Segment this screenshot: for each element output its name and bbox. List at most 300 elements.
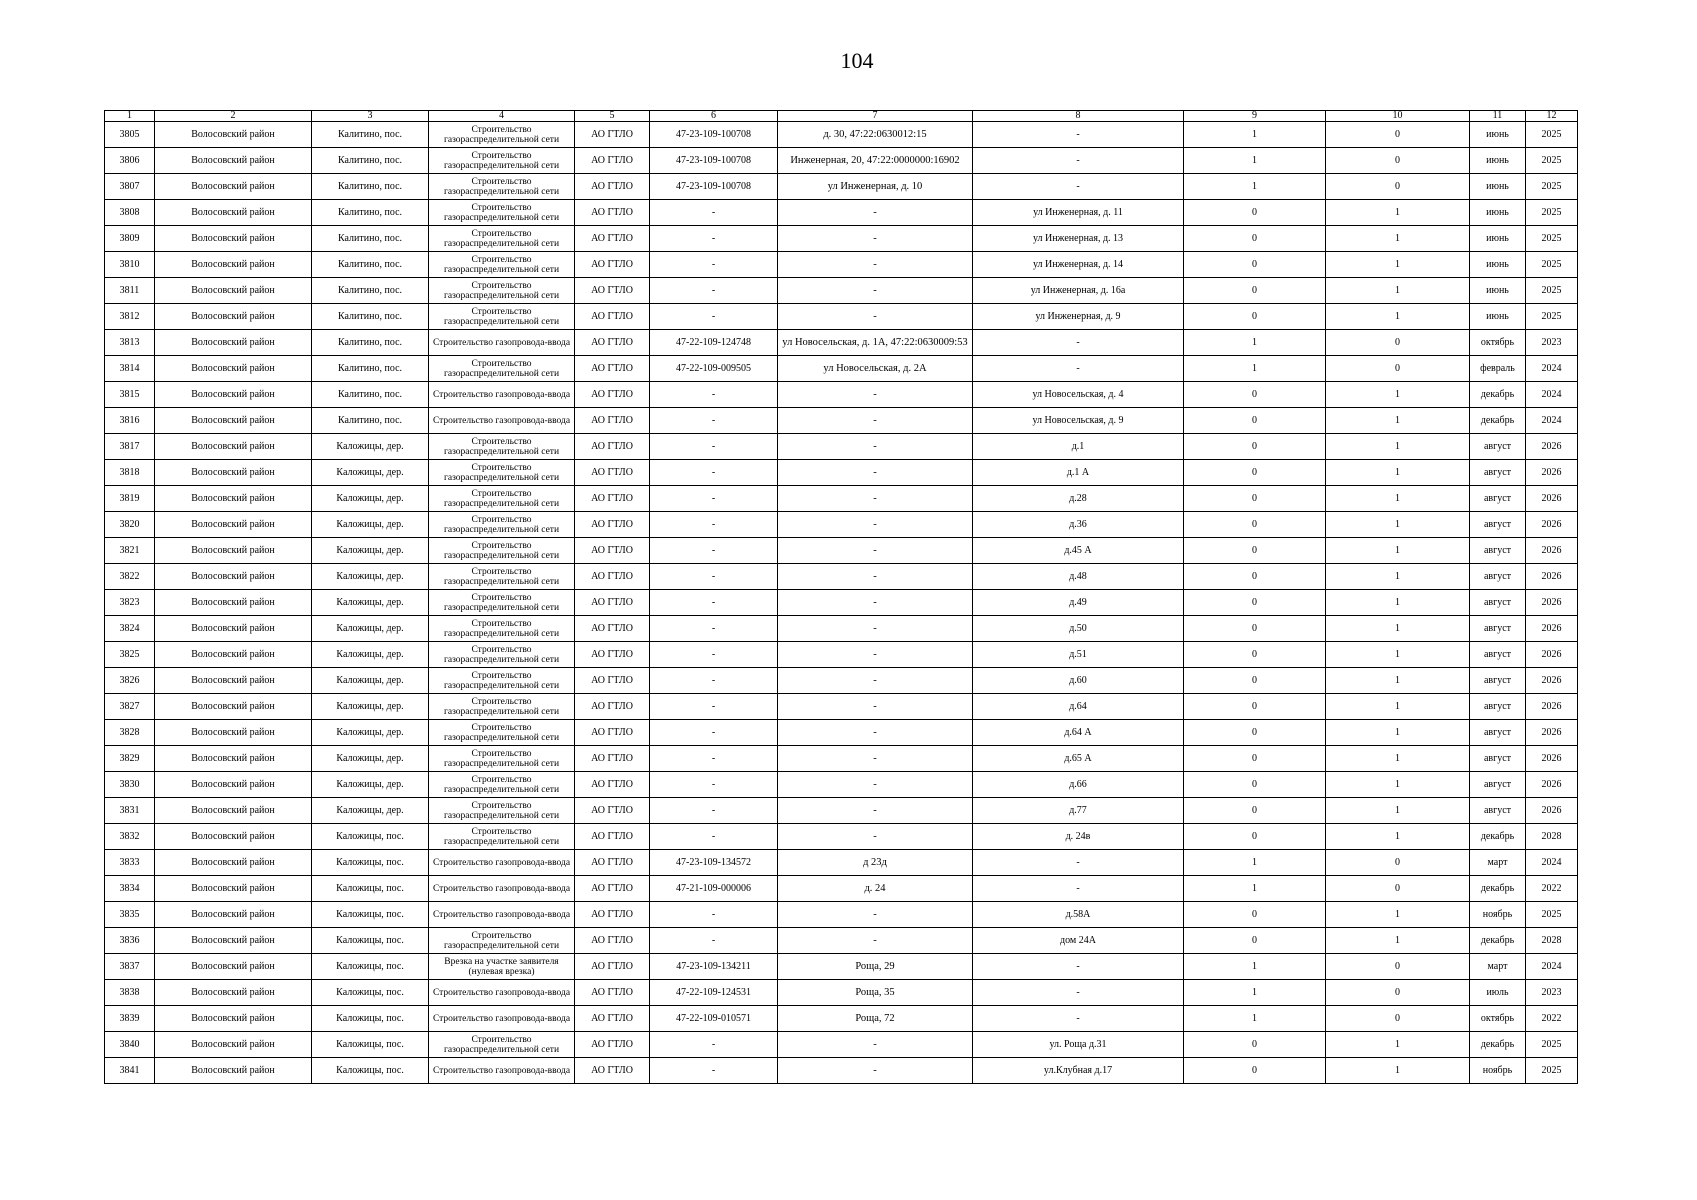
row-number-cell: 3806 [105, 148, 155, 174]
address-cell: - [778, 564, 973, 590]
planned-address-cell: ул Инженерная, д. 9 [973, 304, 1184, 330]
month-cell: август [1470, 694, 1526, 720]
planned-address-cell: - [973, 1006, 1184, 1032]
col10-cell: 1 [1326, 772, 1470, 798]
year-cell: 2024 [1526, 356, 1578, 382]
row-number-cell: 3819 [105, 486, 155, 512]
contract-number-cell: - [650, 902, 778, 928]
contract-number-cell: 47-22-109-009505 [650, 356, 778, 382]
contract-number-cell: - [650, 538, 778, 564]
table-row [105, 850, 1578, 876]
planned-address-cell: дом 24А [973, 928, 1184, 954]
col9-cell: 0 [1184, 642, 1326, 668]
work-type-cell: Строительство газораспределительной сети [429, 278, 575, 304]
col10-cell: 0 [1326, 876, 1470, 902]
settlement-cell: Каложицы, дер. [312, 642, 429, 668]
month-cell: декабрь [1470, 408, 1526, 434]
district-cell: Волосовский район [155, 122, 312, 148]
table-row [105, 564, 1578, 590]
address-cell: Роща, 29 [778, 954, 973, 980]
district-cell: Волосовский район [155, 356, 312, 382]
row-number-cell: 3805 [105, 122, 155, 148]
contract-number-cell: - [650, 434, 778, 460]
address-cell: - [778, 538, 973, 564]
col9-cell: 0 [1184, 1032, 1326, 1058]
district-cell: Волосовский район [155, 226, 312, 252]
work-type-cell: Строительство газораспределительной сети [429, 642, 575, 668]
settlement-cell: Каложицы, дер. [312, 746, 429, 772]
year-cell: 2023 [1526, 330, 1578, 356]
col10-cell: 0 [1326, 174, 1470, 200]
contract-number-cell: - [650, 382, 778, 408]
address-cell: - [778, 408, 973, 434]
month-cell: декабрь [1470, 928, 1526, 954]
month-cell: август [1470, 746, 1526, 772]
col10-cell: 1 [1326, 226, 1470, 252]
year-cell: 2025 [1526, 304, 1578, 330]
contract-number-cell: - [650, 798, 778, 824]
table-row [105, 148, 1578, 174]
column-number: 9 [1184, 111, 1326, 122]
organization-cell: АО ГТЛО [575, 902, 650, 928]
year-cell: 2026 [1526, 694, 1578, 720]
address-cell: - [778, 746, 973, 772]
organization-cell: АО ГТЛО [575, 148, 650, 174]
organization-cell: АО ГТЛО [575, 278, 650, 304]
year-cell: 2025 [1526, 1032, 1578, 1058]
year-cell: 2028 [1526, 824, 1578, 850]
year-cell: 2025 [1526, 122, 1578, 148]
col10-cell: 1 [1326, 408, 1470, 434]
work-type-cell: Строительство газопровода-ввода [429, 980, 575, 1006]
year-cell: 2026 [1526, 720, 1578, 746]
month-cell: август [1470, 564, 1526, 590]
year-cell: 2026 [1526, 434, 1578, 460]
work-type-cell: Строительство газопровода-ввода [429, 408, 575, 434]
contract-number-cell: - [650, 278, 778, 304]
settlement-cell: Каложицы, пос. [312, 1006, 429, 1032]
table-row [105, 954, 1578, 980]
planned-address-cell: д.1 А [973, 460, 1184, 486]
settlement-cell: Каложицы, дер. [312, 616, 429, 642]
contract-number-cell: - [650, 668, 778, 694]
district-cell: Волосовский район [155, 954, 312, 980]
planned-address-cell: - [973, 850, 1184, 876]
table-row [105, 486, 1578, 512]
col9-cell: 0 [1184, 460, 1326, 486]
organization-cell: АО ГТЛО [575, 330, 650, 356]
planned-address-cell: д.36 [973, 512, 1184, 538]
organization-cell: АО ГТЛО [575, 1032, 650, 1058]
col10-cell: 1 [1326, 798, 1470, 824]
work-type-cell: Строительство газораспределительной сети [429, 486, 575, 512]
settlement-cell: Каложицы, дер. [312, 564, 429, 590]
work-type-cell: Строительство газораспределительной сети [429, 668, 575, 694]
row-number-cell: 3835 [105, 902, 155, 928]
month-cell: ноябрь [1470, 902, 1526, 928]
planned-address-cell: ул.Клубная д.17 [973, 1058, 1184, 1084]
district-cell: Волосовский район [155, 1032, 312, 1058]
col10-cell: 0 [1326, 148, 1470, 174]
district-cell: Волосовский район [155, 1058, 312, 1084]
year-cell: 2025 [1526, 200, 1578, 226]
district-cell: Волосовский район [155, 642, 312, 668]
planned-address-cell: д.66 [973, 772, 1184, 798]
work-type-cell: Строительство газораспределительной сети [429, 356, 575, 382]
settlement-cell: Калитино, пос. [312, 356, 429, 382]
year-cell: 2026 [1526, 798, 1578, 824]
col10-cell: 1 [1326, 460, 1470, 486]
col9-cell: 1 [1184, 980, 1326, 1006]
organization-cell: АО ГТЛО [575, 824, 650, 850]
district-cell: Волосовский район [155, 382, 312, 408]
address-cell: - [778, 642, 973, 668]
row-number-cell: 3838 [105, 980, 155, 1006]
col10-cell: 0 [1326, 122, 1470, 148]
table-row [105, 928, 1578, 954]
settlement-cell: Каложицы, дер. [312, 720, 429, 746]
col9-cell: 0 [1184, 486, 1326, 512]
column-number: 6 [650, 111, 778, 122]
work-type-cell: Строительство газораспределительной сети [429, 304, 575, 330]
row-number-cell: 3825 [105, 642, 155, 668]
address-cell: Роща, 72 [778, 1006, 973, 1032]
address-cell: - [778, 226, 973, 252]
column-number: 5 [575, 111, 650, 122]
address-cell: - [778, 278, 973, 304]
year-cell: 2023 [1526, 980, 1578, 1006]
month-cell: август [1470, 590, 1526, 616]
contract-number-cell: - [650, 486, 778, 512]
planned-address-cell: д.28 [973, 486, 1184, 512]
contract-number-cell: - [650, 1032, 778, 1058]
table-row [105, 746, 1578, 772]
table-row [105, 616, 1578, 642]
col9-cell: 0 [1184, 616, 1326, 642]
year-cell: 2025 [1526, 226, 1578, 252]
address-cell: - [778, 304, 973, 330]
address-cell: - [778, 928, 973, 954]
col10-cell: 0 [1326, 954, 1470, 980]
planned-address-cell: ул Инженерная, д. 11 [973, 200, 1184, 226]
work-type-cell: Строительство газораспределительной сети [429, 590, 575, 616]
contract-number-cell: - [650, 460, 778, 486]
settlement-cell: Калитино, пос. [312, 252, 429, 278]
row-number-cell: 3827 [105, 694, 155, 720]
planned-address-cell: д.1 [973, 434, 1184, 460]
organization-cell: АО ГТЛО [575, 538, 650, 564]
work-type-cell: Строительство газораспределительной сети [429, 434, 575, 460]
organization-cell: АО ГТЛО [575, 486, 650, 512]
month-cell: август [1470, 460, 1526, 486]
organization-cell: АО ГТЛО [575, 668, 650, 694]
planned-address-cell: д.77 [973, 798, 1184, 824]
col9-cell: 1 [1184, 876, 1326, 902]
month-cell: август [1470, 772, 1526, 798]
work-type-cell: Строительство газораспределительной сети [429, 538, 575, 564]
contract-number-cell: - [650, 928, 778, 954]
col9-cell: 0 [1184, 1058, 1326, 1084]
col10-cell: 1 [1326, 720, 1470, 746]
work-type-cell: Строительство газопровода-ввода [429, 1058, 575, 1084]
month-cell: июнь [1470, 174, 1526, 200]
address-cell: - [778, 486, 973, 512]
address-cell: - [778, 252, 973, 278]
settlement-cell: Калитино, пос. [312, 200, 429, 226]
month-cell: декабрь [1470, 1032, 1526, 1058]
month-cell: октябрь [1470, 1006, 1526, 1032]
contract-number-cell: 47-22-109-124748 [650, 330, 778, 356]
contract-number-cell: 47-21-109-000006 [650, 876, 778, 902]
year-cell: 2024 [1526, 954, 1578, 980]
settlement-cell: Каложицы, пос. [312, 850, 429, 876]
settlement-cell: Калитино, пос. [312, 122, 429, 148]
year-cell: 2025 [1526, 148, 1578, 174]
col10-cell: 1 [1326, 512, 1470, 538]
settlement-cell: Калитино, пос. [312, 408, 429, 434]
year-cell: 2026 [1526, 512, 1578, 538]
organization-cell: АО ГТЛО [575, 772, 650, 798]
district-cell: Волосовский район [155, 850, 312, 876]
planned-address-cell: д.60 [973, 668, 1184, 694]
address-cell: - [778, 616, 973, 642]
column-number: 2 [155, 111, 312, 122]
row-number-cell: 3818 [105, 460, 155, 486]
row-number-cell: 3812 [105, 304, 155, 330]
row-number-cell: 3840 [105, 1032, 155, 1058]
year-cell: 2026 [1526, 590, 1578, 616]
col9-cell: 0 [1184, 408, 1326, 434]
address-cell: - [778, 460, 973, 486]
planned-address-cell: ул Новосельская, д. 9 [973, 408, 1184, 434]
work-type-cell: Строительство газораспределительной сети [429, 772, 575, 798]
work-type-cell: Строительство газораспределительной сети [429, 564, 575, 590]
col10-cell: 1 [1326, 694, 1470, 720]
table-row [105, 1058, 1578, 1084]
work-type-cell: Строительство газораспределительной сети [429, 746, 575, 772]
settlement-cell: Каложицы, дер. [312, 590, 429, 616]
settlement-cell: Калитино, пос. [312, 226, 429, 252]
col9-cell: 0 [1184, 434, 1326, 460]
address-cell: - [778, 1032, 973, 1058]
district-cell: Волосовский район [155, 668, 312, 694]
organization-cell: АО ГТЛО [575, 174, 650, 200]
settlement-cell: Каложицы, пос. [312, 954, 429, 980]
contract-number-cell: - [650, 1058, 778, 1084]
organization-cell: АО ГТЛО [575, 590, 650, 616]
planned-address-cell: д.48 [973, 564, 1184, 590]
table-row [105, 720, 1578, 746]
row-number-cell: 3831 [105, 798, 155, 824]
district-cell: Волосовский район [155, 928, 312, 954]
settlement-cell: Каложицы, пос. [312, 876, 429, 902]
district-cell: Волосовский район [155, 980, 312, 1006]
contract-number-cell: - [650, 616, 778, 642]
month-cell: март [1470, 850, 1526, 876]
col10-cell: 1 [1326, 616, 1470, 642]
work-type-cell: Строительство газораспределительной сети [429, 226, 575, 252]
organization-cell: АО ГТЛО [575, 1006, 650, 1032]
district-cell: Волосовский район [155, 252, 312, 278]
contract-number-cell: - [650, 200, 778, 226]
planned-address-cell: д.65 А [973, 746, 1184, 772]
year-cell: 2026 [1526, 460, 1578, 486]
organization-cell: АО ГТЛО [575, 564, 650, 590]
table-row [105, 590, 1578, 616]
settlement-cell: Каложицы, пос. [312, 824, 429, 850]
settlement-cell: Калитино, пос. [312, 148, 429, 174]
settlement-cell: Каложицы, дер. [312, 460, 429, 486]
col9-cell: 0 [1184, 720, 1326, 746]
settlement-cell: Каложицы, дер. [312, 668, 429, 694]
col10-cell: 1 [1326, 382, 1470, 408]
organization-cell: АО ГТЛО [575, 1058, 650, 1084]
col10-cell: 1 [1326, 538, 1470, 564]
address-cell: д. 24 [778, 876, 973, 902]
row-number-cell: 3829 [105, 746, 155, 772]
col9-cell: 0 [1184, 694, 1326, 720]
organization-cell: АО ГТЛО [575, 226, 650, 252]
organization-cell: АО ГТЛО [575, 382, 650, 408]
planned-address-cell: - [973, 954, 1184, 980]
row-number-cell: 3813 [105, 330, 155, 356]
work-type-cell: Строительство газораспределительной сети [429, 200, 575, 226]
address-cell: - [778, 798, 973, 824]
address-cell: ул Инженерная, д. 10 [778, 174, 973, 200]
month-cell: июнь [1470, 226, 1526, 252]
table-row [105, 460, 1578, 486]
month-cell: июнь [1470, 148, 1526, 174]
year-cell: 2026 [1526, 746, 1578, 772]
month-cell: июнь [1470, 278, 1526, 304]
table-row [105, 694, 1578, 720]
col10-cell: 1 [1326, 1032, 1470, 1058]
year-cell: 2025 [1526, 1058, 1578, 1084]
work-type-cell: Строительство газораспределительной сети [429, 720, 575, 746]
organization-cell: АО ГТЛО [575, 746, 650, 772]
district-cell: Волосовский район [155, 564, 312, 590]
contract-number-cell: 47-23-109-100708 [650, 122, 778, 148]
table-row [105, 980, 1578, 1006]
address-cell: - [778, 200, 973, 226]
work-type-cell: Строительство газораспределительной сети [429, 798, 575, 824]
work-type-cell: Строительство газораспределительной сети [429, 512, 575, 538]
year-cell: 2022 [1526, 876, 1578, 902]
settlement-cell: Каложицы, дер. [312, 486, 429, 512]
row-number-cell: 3808 [105, 200, 155, 226]
planned-address-cell: ул Инженерная, д. 13 [973, 226, 1184, 252]
month-cell: август [1470, 798, 1526, 824]
work-type-cell: Строительство газораспределительной сети [429, 694, 575, 720]
planned-address-cell: д.64 [973, 694, 1184, 720]
table-row [105, 798, 1578, 824]
contract-number-cell: 47-23-109-100708 [650, 148, 778, 174]
month-cell: июнь [1470, 252, 1526, 278]
district-cell: Волосовский район [155, 616, 312, 642]
contract-number-cell: - [650, 720, 778, 746]
col10-cell: 0 [1326, 356, 1470, 382]
year-cell: 2025 [1526, 252, 1578, 278]
contract-number-cell: 47-23-109-100708 [650, 174, 778, 200]
col9-cell: 0 [1184, 226, 1326, 252]
work-type-cell: Строительство газораспределительной сети [429, 1032, 575, 1058]
table-row [105, 876, 1578, 902]
col9-cell: 1 [1184, 122, 1326, 148]
district-cell: Волосовский район [155, 434, 312, 460]
col10-cell: 1 [1326, 564, 1470, 590]
contract-number-cell: - [650, 252, 778, 278]
district-cell: Волосовский район [155, 278, 312, 304]
month-cell: август [1470, 512, 1526, 538]
col10-cell: 1 [1326, 668, 1470, 694]
table-row [105, 200, 1578, 226]
organization-cell: АО ГТЛО [575, 122, 650, 148]
settlement-cell: Калитино, пос. [312, 330, 429, 356]
contract-number-cell: 47-23-109-134211 [650, 954, 778, 980]
table-row [105, 226, 1578, 252]
year-cell: 2024 [1526, 382, 1578, 408]
year-cell: 2024 [1526, 850, 1578, 876]
column-number: 4 [429, 111, 575, 122]
col10-cell: 0 [1326, 980, 1470, 1006]
organization-cell: АО ГТЛО [575, 460, 650, 486]
col9-cell: 0 [1184, 382, 1326, 408]
table-row [105, 642, 1578, 668]
col9-cell: 0 [1184, 928, 1326, 954]
work-type-cell: Строительство газораспределительной сети [429, 928, 575, 954]
month-cell: декабрь [1470, 876, 1526, 902]
district-cell: Волосовский район [155, 460, 312, 486]
col10-cell: 1 [1326, 746, 1470, 772]
settlement-cell: Каложицы, дер. [312, 538, 429, 564]
month-cell: декабрь [1470, 824, 1526, 850]
address-cell: - [778, 902, 973, 928]
settlement-cell: Калитино, пос. [312, 304, 429, 330]
contract-number-cell: 47-22-109-010571 [650, 1006, 778, 1032]
work-type-cell: Строительство газопровода-ввода [429, 382, 575, 408]
year-cell: 2025 [1526, 902, 1578, 928]
row-number-cell: 3816 [105, 408, 155, 434]
planned-address-cell: д.45 А [973, 538, 1184, 564]
month-cell: июнь [1470, 200, 1526, 226]
col10-cell: 1 [1326, 434, 1470, 460]
table-row [105, 772, 1578, 798]
col9-cell: 0 [1184, 564, 1326, 590]
col9-cell: 0 [1184, 798, 1326, 824]
address-cell: - [778, 1058, 973, 1084]
row-number-cell: 3814 [105, 356, 155, 382]
work-type-cell: Строительство газопровода-ввода [429, 330, 575, 356]
planned-address-cell: д.49 [973, 590, 1184, 616]
row-number-cell: 3837 [105, 954, 155, 980]
col9-cell: 1 [1184, 174, 1326, 200]
address-cell: - [778, 772, 973, 798]
column-number: 7 [778, 111, 973, 122]
planned-address-cell: ул Инженерная, д. 14 [973, 252, 1184, 278]
district-cell: Волосовский район [155, 824, 312, 850]
planned-address-cell: ул Новосельская, д. 4 [973, 382, 1184, 408]
planned-address-cell: - [973, 174, 1184, 200]
month-cell: октябрь [1470, 330, 1526, 356]
month-cell: август [1470, 720, 1526, 746]
settlement-cell: Каложицы, пос. [312, 902, 429, 928]
column-number-row [105, 111, 1578, 122]
col10-cell: 1 [1326, 928, 1470, 954]
work-type-cell: Строительство газораспределительной сети [429, 252, 575, 278]
column-number: 11 [1470, 111, 1526, 122]
district-cell: Волосовский район [155, 304, 312, 330]
address-cell: - [778, 668, 973, 694]
